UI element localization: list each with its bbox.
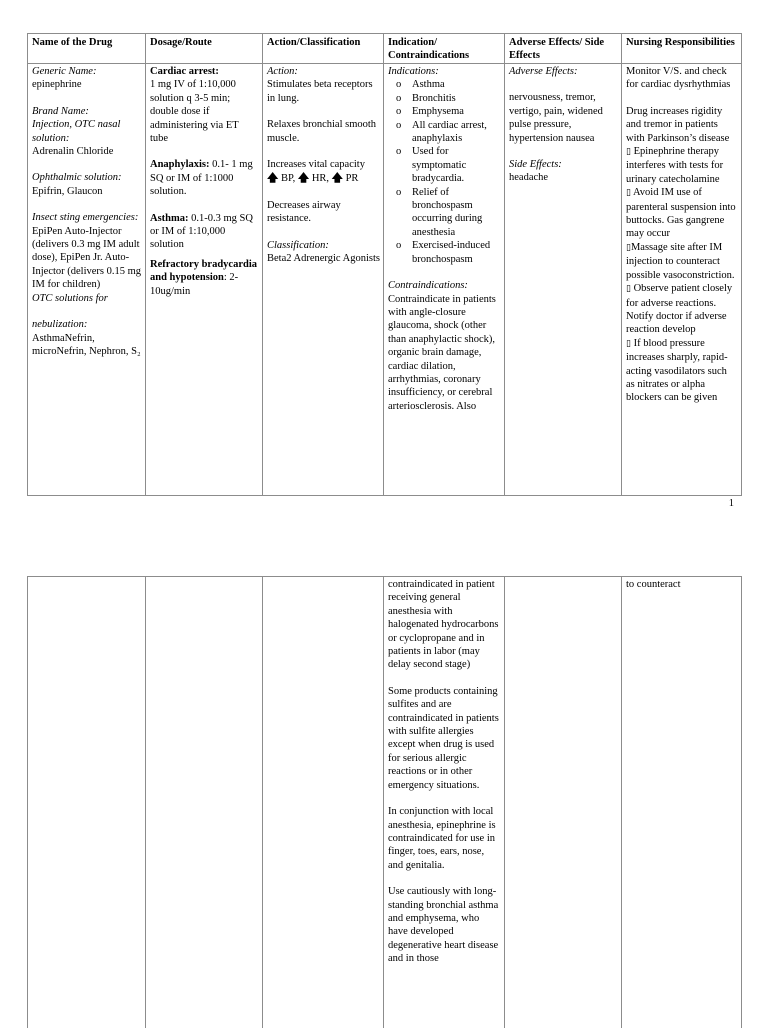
drug-name-cell [28, 64, 146, 496]
nebulization-label: nebulization: [32, 318, 142, 331]
drug-card-table-page1 [27, 33, 742, 496]
asthma-label: Asthma: [150, 213, 189, 224]
injection-label: Injection, OTC nasal solution: [32, 118, 142, 145]
adverse-effects-label: Adverse Effects: [509, 65, 618, 78]
ophthalmic-value: Epifrin, Glaucon [32, 185, 142, 198]
checkbox-icon: ▯ [626, 188, 631, 198]
contraindications-label: Contraindications: [388, 279, 501, 292]
adverse-cell-continued [505, 577, 622, 1028]
brand-name-label: Brand Name: [32, 105, 142, 118]
dosage-cell [146, 64, 263, 496]
nursing-item [626, 241, 738, 282]
vital-capacity-text: Increases vital capacity [267, 158, 380, 171]
anaphylaxis-dose [150, 158, 259, 198]
header-indication-contraindications: Indication/ Contraindications [384, 34, 505, 64]
drug-card-table-page2 [27, 576, 742, 1028]
nursing-text: If blood pressure increases sharply, rapid-acting vasodilators such as nitrates or alpha blockers can be given [626, 338, 728, 404]
nursing-item [626, 186, 738, 241]
anaphylaxis-label: Anaphylaxis: [150, 159, 210, 170]
nursing-text: Massage site after IM injection to counteract possible vasoconstriction. [626, 242, 735, 281]
relaxes-text: Relaxes bronchial smooth muscle. [267, 118, 380, 145]
vital-signs-arrows [267, 171, 380, 185]
pr-text: PR [346, 173, 359, 184]
nebulization-value: AsthmaNefrin, microNefrin, Nephron, S₂ [32, 332, 142, 359]
dosage-cell-continued [146, 577, 263, 1028]
drug-name-cell-continued [28, 577, 146, 1028]
checkbox-icon: ▯ [626, 284, 631, 294]
caution-text: Use cautiously with long-standing bronchial asthma and emphysema, who have developed degenerative heart disease and in those [388, 885, 501, 965]
list-item: o Emphysema [396, 105, 501, 118]
list-item: o Exercised-induced bronchospasm [396, 239, 501, 266]
header-drug-name: Name of the Drug [28, 34, 146, 64]
contraindications-continued: contraindicated in patient receiving general anesthesia with halogenated hydrocarbons or cyclopropane and in patients in labor (may delay second stage) [388, 578, 501, 672]
adverse-cell [505, 64, 622, 496]
action-cell-continued [263, 577, 384, 1028]
otc-label: OTC solutions for [32, 292, 142, 305]
bp-text: BP, [281, 173, 295, 184]
content-row [28, 64, 742, 496]
asthma-dose [150, 212, 259, 252]
generic-name-value: epinephrine [32, 78, 142, 91]
injection-value: Adrenalin Chloride [32, 145, 142, 158]
nursing-text: Epinephrine therapy interferes with tests for urinary catecholamine [626, 146, 723, 185]
indication-cell [384, 64, 505, 496]
adverse-effects-value: nervousness, tremor, vertigo, pain, widened pulse pressure, hypertension nausea [509, 91, 618, 145]
action-label: Action: [267, 65, 380, 78]
airway-text: Decreases airway resistance. [267, 199, 380, 226]
header-adverse-effects: Adverse Effects/ Side Effects [505, 34, 622, 64]
nursing-item: Drug increases rigidity and tremor in patients with Parkinson’s disease [626, 105, 738, 145]
nursing-item [626, 145, 738, 186]
generic-name-label: Generic Name: [32, 65, 142, 78]
checkbox-icon: ▯ [626, 339, 631, 349]
header-nursing-responsibilities: Nursing Responsibilities [622, 34, 742, 64]
checkbox-icon: ▯ [626, 147, 631, 157]
nursing-item [626, 282, 738, 337]
side-effects-label: Side Effects: [509, 158, 618, 171]
insect-sting-label: Insect sting emergencies: [32, 211, 142, 224]
bradycardia-label: Refractory bradycardia and hypotension [150, 259, 257, 283]
up-arrow-icon: 🡅 [298, 171, 309, 184]
action-value: Stimulates beta receptors in lung. [267, 78, 380, 105]
nursing-text: Observe patient closely for adverse reactions. Notify doctor if adverse reaction develop [626, 283, 732, 335]
up-arrow-icon: 🡅 [332, 171, 343, 184]
classification-value: Beta2 Adrenergic Agonists [267, 252, 380, 265]
list-item: o Bronchitis [396, 92, 501, 105]
nursing-cell [622, 64, 742, 496]
page-number: 1 [720, 497, 734, 510]
up-arrow-icon: 🡅 [267, 171, 278, 184]
header-row [28, 34, 742, 64]
action-cell [263, 64, 384, 496]
nursing-item: to counteract [626, 578, 738, 591]
anaphylaxis-value: 0.1- 1 mg SQ or IM of 1:1000 solution. [150, 159, 253, 197]
local-anesthesia-contraindication: In conjunction with local anesthesia, epinephrine is contraindicated for use in finger, toes, ears, nose, and genitalia. [388, 805, 501, 872]
cardiac-arrest-label: Cardiac arrest: [150, 65, 259, 78]
asthma-value: 0.1-0.3 mg SQ or IM of 1:10,000 solution [150, 213, 253, 251]
nursing-text: Avoid IM use of parenteral suspension into buttocks. Gas gangrene may occur [626, 187, 736, 239]
continuation-row [28, 577, 742, 1028]
hr-text: HR, [312, 173, 329, 184]
header-action-classification: Action/Classification [263, 34, 384, 64]
bradycardia-value: : 2-10ug/min [150, 272, 238, 296]
header-dosage-route: Dosage/Route [146, 34, 263, 64]
indication-cell-continued [384, 577, 505, 1028]
list-item: o Relief of bronchospasm occurring during anesthesia [396, 186, 501, 240]
bradycardia-dose [150, 258, 259, 298]
indications-label: Indications: [388, 65, 501, 78]
nursing-item: Monitor V/S. and check for cardiac dysrhythmias [626, 65, 738, 92]
indications-list [388, 78, 501, 266]
side-effects-value: headache [509, 171, 618, 184]
nursing-cell-continued [622, 577, 742, 1028]
ophthalmic-label: Ophthalmic solution: [32, 171, 142, 184]
nursing-item [626, 337, 738, 405]
list-item: o Used for symptomatic bradycardia. [396, 145, 501, 185]
list-item: o Asthma [396, 78, 501, 91]
insect-sting-value: EpiPen Auto-Injector (delivers 0.3 mg IM adult dose), EpiPen Jr. Auto-Injector (delivers 0.15 mg IM for children) [32, 225, 142, 292]
cardiac-arrest-dose: 1 mg IV of 1:10,000 solution q 3-5 min; double dose if administering via ET tube [150, 78, 259, 145]
sulfite-contraindication: Some products containing sulfites and are contraindicated in patients with sulfite allergies except when drug is used for serious allergic reactions or in other emergency situations. [388, 685, 501, 792]
contraindications-text: Contraindicate in patients with angle-closure glaucoma, shock (other than anaphylactic shock), organic brain damage, cardiac dilation, arrhythmias, coronary insufficiency, or cerebral arteriosclerosis. Also [388, 293, 501, 414]
classification-label: Classification: [267, 239, 380, 252]
checkbox-icon: ▯ [626, 243, 631, 253]
list-item: o All cardiac arrest, anaphylaxis [396, 119, 501, 146]
